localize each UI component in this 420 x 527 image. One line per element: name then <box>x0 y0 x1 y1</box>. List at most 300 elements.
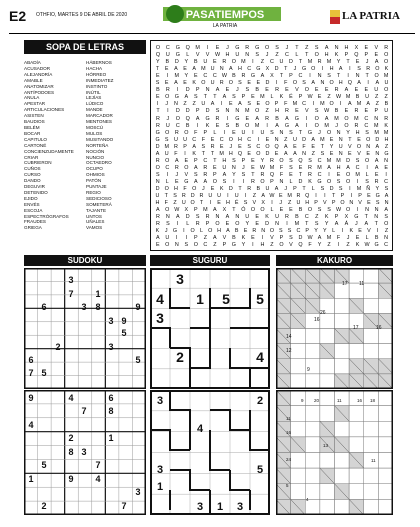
grid-letter: E <box>213 59 217 66</box>
grid-letter: M <box>269 164 275 171</box>
word-item: SOMETERÁ <box>86 201 112 207</box>
grid-letter: J <box>346 235 350 242</box>
grid-letter: E <box>194 73 198 80</box>
grid-letter: É <box>289 94 293 101</box>
suguru-grid-1 <box>150 268 270 389</box>
grid-letter: U <box>165 235 170 242</box>
grid-letter: S <box>166 221 170 228</box>
grid-letter: I <box>209 200 212 207</box>
grid-letter: B <box>255 87 259 94</box>
sudoku-clue: 1 <box>108 433 114 443</box>
grid-letter: D <box>174 59 179 66</box>
word-item: DETENIDO <box>24 189 48 195</box>
grid-letter: T <box>346 59 350 66</box>
grid-letter: P <box>205 221 210 228</box>
grid-letter: E <box>384 164 388 171</box>
grid-letter: A <box>192 66 196 73</box>
grid-letter: V <box>357 150 361 157</box>
grid-letter: U <box>265 186 270 192</box>
grid-letter: H <box>260 242 265 249</box>
grid-letter: U <box>217 193 222 200</box>
grid-letter: S <box>184 242 189 249</box>
grid-letter: L <box>186 52 190 59</box>
grid-letter: E <box>210 136 215 143</box>
grid-letter: S <box>375 200 380 207</box>
word-item: CUBRIERON <box>24 160 52 166</box>
grid-letter: K <box>192 150 196 157</box>
grid-letter: B <box>185 122 190 129</box>
grid-letter: O <box>201 80 206 87</box>
grid-letter: Z <box>260 59 265 66</box>
grid-letter: R <box>384 115 389 122</box>
grid-letter: X <box>270 73 274 80</box>
grid-letter: A <box>155 150 160 157</box>
grid-letter: U <box>201 101 206 108</box>
grid-letter: T <box>336 73 341 80</box>
grid-letter: E <box>311 143 316 150</box>
grid-letter: G <box>256 66 261 73</box>
sudoku-clue: 3 <box>135 487 141 497</box>
grid-letter: I <box>366 164 368 171</box>
grid-letter: N <box>384 235 389 242</box>
flag-icon <box>330 10 340 24</box>
grid-letter: M <box>324 122 329 129</box>
kakuro-clue: 14 <box>286 334 292 340</box>
grid-letter: J <box>165 101 169 108</box>
grid-letter: P <box>194 235 198 242</box>
grid-letter: O <box>215 221 220 228</box>
grid-letter: U <box>208 193 213 200</box>
grid-letter: M <box>317 164 322 171</box>
word-item: CARTONÉ <box>24 142 47 148</box>
grid-letter: M <box>287 193 292 200</box>
grid-letter: Q <box>298 157 303 164</box>
word-item: OCTAEDRO <box>86 160 112 166</box>
grid-letter: R <box>195 221 200 228</box>
grid-letter: J <box>235 87 239 94</box>
kakuro-clue: 20 <box>314 398 320 403</box>
grid-letter: O <box>356 143 362 150</box>
grid-letter: L <box>270 207 274 214</box>
grid-letter: A <box>311 136 316 143</box>
grid-letter: R <box>284 108 289 115</box>
grid-letter: L <box>165 178 169 185</box>
grid-letter: E <box>251 164 255 171</box>
grid-letter: S <box>384 186 389 192</box>
grid-letter: M <box>195 45 200 51</box>
grid-letter: O <box>250 207 256 214</box>
grid-letter: D <box>155 186 160 192</box>
grid-letter: E <box>324 87 329 94</box>
word-item: HACHA <box>86 65 103 71</box>
grid-letter: R <box>155 157 160 164</box>
grid-letter: A <box>222 94 227 101</box>
grid-letter: D <box>175 108 180 115</box>
grid-letter: A <box>374 164 379 171</box>
grid-letter: O <box>329 80 334 87</box>
grid-letter: E <box>278 193 283 200</box>
grid-letter: O <box>165 207 170 214</box>
grid-letter: C <box>192 136 197 143</box>
grid-letter: I <box>166 73 169 80</box>
grid-letter: U <box>365 94 370 101</box>
grid-letter: A <box>238 101 242 108</box>
grid-letter: A <box>311 80 316 87</box>
grid-letter: D <box>265 221 270 228</box>
grid-letter: K <box>155 228 160 235</box>
grid-letter: N <box>384 157 389 164</box>
grid-letter: L <box>332 228 336 235</box>
grid-letter: S <box>215 108 220 115</box>
grid-letter: B <box>194 59 198 66</box>
grid-letter: P <box>183 143 187 150</box>
grid-letter: E <box>164 80 169 87</box>
grid-letter: Z <box>270 242 274 249</box>
grid-letter: Q <box>269 171 275 178</box>
grid-letter: Z <box>327 242 331 249</box>
grid-letter: B <box>235 122 240 129</box>
grid-letter: M <box>374 129 379 136</box>
grid-letter: A <box>348 101 352 108</box>
grid-letter: N <box>174 242 179 249</box>
grid-letter: N <box>336 129 341 136</box>
grid-letter: W <box>324 108 330 115</box>
grid-letter: O <box>212 178 217 185</box>
grid-letter: B <box>232 73 236 80</box>
grid-letter: C <box>256 143 261 150</box>
grid-letter: E <box>336 171 341 178</box>
grid-letter: A <box>375 143 380 150</box>
suguru-clue: 3 <box>156 310 164 326</box>
grid-letter: A <box>184 94 189 101</box>
grid-letter: E <box>215 122 220 129</box>
grid-letter: I <box>339 101 342 108</box>
kakuro-clue: 16 <box>286 430 292 435</box>
kakuro-clue: 16 <box>357 398 363 403</box>
grid-letter: A <box>283 150 288 157</box>
sudoku-clue: 7 <box>28 368 34 378</box>
suguru-clue: 1 <box>216 501 224 513</box>
grid-letter: T <box>213 94 217 101</box>
grid-letter: I <box>220 101 223 108</box>
grid-letter: A <box>324 115 329 122</box>
grid-letter: H <box>228 150 233 157</box>
grid-letter: L <box>199 228 203 235</box>
grid-letter: E <box>285 87 289 94</box>
grid-letter: U <box>374 87 379 94</box>
grid-letter: T <box>365 73 369 80</box>
grid-letter: I <box>183 228 185 235</box>
grid-letter: R <box>245 45 250 51</box>
grid-letter: A <box>334 221 339 228</box>
grid-letter: S <box>245 87 250 94</box>
grid-letter: M <box>320 101 325 108</box>
grid-letter: S <box>365 178 369 185</box>
grid-letter: O <box>165 94 170 101</box>
grid-letter: O <box>155 164 160 171</box>
grid-letter: T <box>364 214 368 221</box>
grid-letter: O <box>292 80 298 87</box>
grid-letter: G <box>175 52 180 59</box>
grid-letter: C <box>384 242 389 249</box>
word-item: NOCIÓN <box>86 148 105 154</box>
grid-letter: K <box>279 94 284 101</box>
grid-letter: E <box>251 157 255 164</box>
grid-letter: S <box>317 207 322 214</box>
sudoku-clue: 9 <box>28 393 34 403</box>
grid-letter: S <box>222 178 227 185</box>
word-item: INMEDIATEZ <box>86 77 114 83</box>
grid-letter: S <box>195 214 200 221</box>
grid-letter: T <box>298 171 303 178</box>
grid-letter: E <box>247 80 251 87</box>
grid-letter: R <box>247 186 252 192</box>
grid-letter: P <box>340 193 345 200</box>
sudoku-clue: 1 <box>95 289 101 299</box>
sudoku-clue: 8 <box>108 406 114 416</box>
word-item: SEDICIOSO <box>86 195 112 201</box>
grid-letter: E <box>155 242 160 249</box>
grid-letter: O <box>260 178 265 185</box>
grid-letter: R <box>156 115 160 122</box>
grid-letter: E <box>238 143 242 150</box>
grid-letter: O <box>307 207 313 214</box>
grid-letter: T <box>203 94 207 101</box>
grid-letter: V <box>289 242 293 249</box>
grid-letter: D <box>329 186 334 192</box>
grid-letter: F <box>336 235 341 242</box>
grid-letter: H <box>238 66 242 73</box>
grid-letter: X <box>222 207 227 214</box>
sudoku-clue: 6 <box>108 393 114 403</box>
grid-letter: P <box>270 178 274 185</box>
grid-letter: C <box>355 164 360 171</box>
grid-letter: A <box>195 115 200 122</box>
suguru-clue: 5 <box>256 291 264 307</box>
grid-letter: O <box>260 207 265 214</box>
grid-letter: B <box>256 186 261 192</box>
grid-letter: I <box>167 108 169 115</box>
grid-letter: A <box>194 178 198 185</box>
grid-letter: Z <box>374 94 379 101</box>
grid-letter: O <box>235 221 240 228</box>
word-list-right <box>86 60 146 231</box>
grid-letter: U <box>181 200 186 207</box>
grid-letter: R <box>165 87 170 94</box>
grid-letter: Q <box>274 143 279 150</box>
grid-letter: M <box>201 66 206 73</box>
grid-letter: I <box>356 178 359 185</box>
kakuro-clue: 18 <box>370 398 376 403</box>
grid-letter: D <box>346 157 351 164</box>
sudoku-clue: 5 <box>41 460 47 470</box>
kakuro-grid-1 <box>276 268 393 389</box>
grid-letter: N <box>279 129 284 136</box>
grid-letter: F <box>174 150 178 157</box>
grid-letter: T <box>251 171 255 178</box>
grid-letter: O <box>208 228 213 235</box>
grid-letter: I <box>196 122 199 129</box>
grid-letter: T <box>213 157 217 164</box>
grid-letter: A <box>222 171 227 178</box>
grid-letter: P <box>195 108 200 115</box>
grid-letter: K <box>265 214 269 221</box>
kakuro-clue: 16 <box>376 325 382 331</box>
grid-letter: T <box>201 150 205 157</box>
grid-letter: M <box>356 101 362 108</box>
grid-letter: S <box>243 200 248 207</box>
grid-letter: B <box>232 235 236 242</box>
grid-letter: O <box>344 115 349 122</box>
grid-letter: N <box>349 200 354 207</box>
grid-letter: O <box>231 59 236 66</box>
kakuro-clue: 9 <box>301 398 304 403</box>
kakuro-label: KAKURO <box>276 255 393 266</box>
word-item: ANULA <box>24 95 40 101</box>
sudoku-clue: 5 <box>121 328 127 338</box>
sudoku-clue: 7 <box>121 501 127 511</box>
grid-letter: D <box>298 235 303 242</box>
grid-letter: B <box>295 214 299 221</box>
grid-letter: L <box>365 171 369 178</box>
kakuro-clue: 11 <box>359 281 365 287</box>
grid-letter: A <box>213 235 217 242</box>
grid-letter: G <box>307 129 313 136</box>
grid-letter: A <box>275 122 279 129</box>
grid-letter: G <box>172 228 178 235</box>
grid-letter: G <box>231 242 236 249</box>
grid-letter: Z <box>265 108 269 115</box>
grid-letter: U <box>279 59 284 66</box>
grid-letter: S <box>289 157 293 164</box>
grid-letter: O <box>366 136 371 143</box>
grid-letter: U <box>165 122 170 129</box>
word-item: HÁBERNOS <box>86 60 112 65</box>
grid-letter: F <box>284 101 288 108</box>
grid-letter: T <box>284 66 288 73</box>
grid-letter: V <box>184 171 189 178</box>
grid-letter: Y <box>184 73 189 80</box>
sudoku-grid-2 <box>24 390 146 515</box>
grid-letter: S <box>238 80 242 87</box>
grid-letter: H <box>384 136 389 143</box>
word-item: ESPECTRÓGRAFOS <box>24 213 69 219</box>
grid-letter: D <box>155 143 160 150</box>
grid-letter: J <box>175 171 179 178</box>
word-item: BOCAR <box>24 130 41 136</box>
grid-letter: I <box>376 228 379 235</box>
grid-letter: Y <box>260 157 265 164</box>
grid-letter: R <box>203 164 208 171</box>
grid-letter: I <box>156 101 159 108</box>
word-item: CUÑOS <box>24 166 41 172</box>
grid-letter: R <box>275 87 279 94</box>
grid-letter: R <box>252 228 257 235</box>
grid-letter: A <box>327 164 331 171</box>
word-item: ASISTEN <box>24 113 44 119</box>
grid-letter: V <box>295 87 299 94</box>
word-item: NUNCIO <box>86 154 105 160</box>
grid-letter: T <box>210 150 215 157</box>
grid-letter: L <box>365 235 369 242</box>
grid-letter: E <box>174 178 179 185</box>
grid-letter: M <box>326 157 332 164</box>
word-item: BAUDIOS <box>24 119 45 125</box>
grid-letter: T <box>298 129 303 136</box>
grid-letter: I <box>185 235 188 242</box>
grid-letter: Z <box>311 150 315 157</box>
grid-letter: S <box>275 45 279 51</box>
grid-letter: U <box>245 214 250 221</box>
grid-letter: S <box>255 52 259 59</box>
grid-letter: J <box>265 52 269 59</box>
grid-letter: O <box>314 115 319 122</box>
grid-letter: E <box>247 150 251 157</box>
grid-letter: A <box>260 73 265 80</box>
grid-letter: O <box>384 87 389 94</box>
grid-letter: P <box>279 235 284 242</box>
word-item: MUSITANDO <box>86 136 114 142</box>
grid-letter: H <box>275 108 279 115</box>
suguru-clue: 1 <box>156 481 164 493</box>
grid-letter: U <box>384 108 389 115</box>
grid-letter: J <box>284 186 288 192</box>
grid-letter: R <box>334 87 339 94</box>
grid-letter: V <box>205 52 210 59</box>
sudoku-grid-1 <box>24 268 146 389</box>
grid-letter: C <box>298 73 303 80</box>
grid-letter: P <box>195 87 200 94</box>
grid-letter: A <box>255 115 259 122</box>
grid-letter: I <box>306 122 308 129</box>
grid-letter: E <box>364 45 369 51</box>
newspaper-name: LA PATRIA <box>342 10 400 22</box>
grid-letter: R <box>215 115 220 122</box>
grid-letter: V <box>222 235 227 242</box>
grid-letter: O <box>192 186 197 192</box>
grid-letter: P <box>222 242 227 249</box>
grid-letter: C <box>317 157 322 164</box>
grid-letter: I <box>266 122 268 129</box>
grid-letter: B <box>165 59 170 66</box>
grid-letter: J <box>242 164 245 171</box>
grid-letter: Y <box>324 221 329 228</box>
word-item: UÑALES <box>86 219 105 225</box>
grid-letter: J <box>293 66 297 73</box>
grid-letter: J <box>279 200 283 207</box>
grid-letter: I <box>176 235 178 242</box>
grid-letter: S <box>232 157 236 164</box>
grid-letter: D <box>185 87 190 94</box>
suguru-grid-2 <box>150 390 270 515</box>
word-item: ANTÍPODOES <box>24 89 55 95</box>
word-item: GRIEGA <box>24 225 42 231</box>
grid-letter: Q <box>185 115 190 122</box>
grid-letter: C <box>304 214 309 221</box>
grid-letter: E <box>329 136 334 143</box>
word-item: ANATOMIZAR <box>24 83 54 89</box>
grid-letter: W <box>336 94 342 101</box>
word-item: ARTICULACIONES <box>24 107 65 113</box>
grid-letter: O <box>314 52 319 59</box>
grid-letter: E <box>364 87 369 94</box>
grid-letter: L <box>289 178 293 185</box>
word-item: CRIAR <box>24 154 39 160</box>
sudoku-clue: 2 <box>55 342 61 352</box>
grid-letter: N <box>274 136 279 143</box>
grid-letter: R <box>199 193 204 200</box>
page-header <box>0 0 420 34</box>
